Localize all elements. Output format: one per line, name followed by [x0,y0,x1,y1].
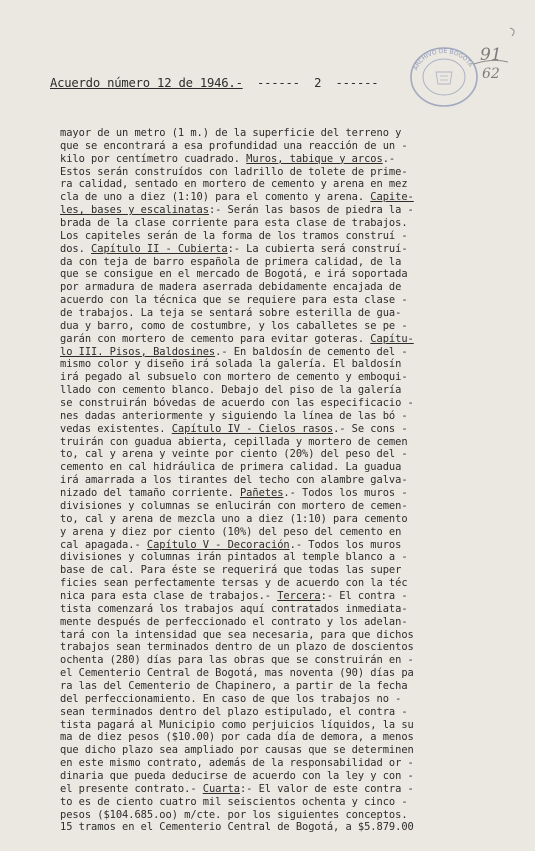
body-line [60,796,490,809]
body-line [60,153,490,166]
body-text: se construirán bóvedas de acuerdo con las especificacio - [60,397,414,410]
section-heading: Tercera [277,589,321,602]
section-heading: Capítulo IV - Cielos rasos [171,422,334,435]
body-text: brada de la clase corriente para esta clase de trabajos. [60,217,408,230]
body-line [60,487,490,500]
body-text: .- Todos los muros [289,538,402,551]
body-text: to, cal y arena y veinte por ciento (20%) del peso del - [60,448,408,461]
body-text: nes dadas anteriormente y siguiendo la línea de las bó - [60,409,408,422]
body-line [60,654,490,667]
svg-text:ARCHIVO DE BOGOTÁ [412,48,474,71]
document-title: Acuerdo número 12 de 1946.- [50,76,243,90]
body-text: truirán con guadua abierta, cepillada y mortero de cemen [60,435,408,448]
body-text: el presente contrato.- [60,782,203,795]
body-text: cla de uno a diez (1:10) para el comento y arena. [60,191,371,204]
body-text: .- Se cons - [333,422,408,435]
body-text: dinaria que pueda deducirse de acuerdo con la ley y con - [60,769,414,782]
section-heading: Capítulo V - Decoración [146,538,290,551]
body-line [60,731,490,744]
section-heading: Pañetes [239,487,284,500]
body-text: dua y barro, como de costumbre, y los caballetes se pe - [60,319,408,332]
body-line [60,693,490,706]
body-line [60,127,490,140]
body-text: mayor de un metro (1 m.) de la superficie del terreno y [60,127,402,139]
body-line [60,371,490,384]
body-text: mente después de perfeccionado el contrato y los adelan- [60,615,408,628]
section-heading: Cuarta [202,782,240,795]
body-text: to, cal y arena de mezcla uno a diez (1:10) para cemento [60,512,408,525]
body-text: divisiones y columnas se enlucirán con mortero de cemen- [60,499,408,512]
document-body [60,127,490,834]
page-number: 2 [314,76,322,90]
body-text: :- La cubierta será construí- [227,242,408,255]
body-line [60,256,490,269]
body-line [60,667,490,680]
body-text: del perfeccionamiento. En caso de que los trabajos no - [60,692,402,705]
body-text: cal apagada.- [60,538,147,551]
body-text: cemento en cal hidráulica de primera calidad. La guadua [60,461,402,474]
body-line [60,539,490,552]
body-line [60,770,490,783]
body-text: irá amarrada a los tirantes del techo con alambre galva- [60,474,408,487]
folio-number: 91 [480,45,502,65]
body-line [60,281,490,294]
body-text: sean terminados dentro del plazo estipulado, el contra - [60,705,408,718]
body-line [60,551,490,564]
body-line [60,448,490,461]
body-text: .- En baldosín de cemento del - [215,345,408,358]
body-line [60,140,490,153]
seal-lettering: ARCHIVO DE BOGOTÁ [412,47,474,72]
body-line [60,397,490,410]
body-text: por armadura de madera aserrada debidamente encajada de [60,281,402,294]
body-text: nica para esta clase de trabajos.- [60,589,278,602]
section-heading: Capite- [370,191,414,204]
body-line [60,217,490,230]
page-mark: 62 [482,66,500,82]
body-line [60,204,490,217]
body-line [60,783,490,796]
body-text: :- El contra - [320,589,408,602]
body-text: tará con la intensidad que sea necesaria, para que dichos [60,628,414,641]
body-text: to es de ciento cuatro mil seiscientos ochenta y cinco - [60,795,408,808]
body-text: de trabajos. La teja se sentará sobre esterilla de gua- [60,307,402,320]
body-line [60,809,490,822]
body-text: pesos ($104.685.oo) m/cte. por los siguientes conceptos. [60,808,408,821]
body-line [60,423,490,436]
body-text: ra las del Cementerio de Chapinero, a partir de la fecha [60,679,408,692]
section-heading: lo III. Pisos, Baldosines [60,345,216,358]
body-text: garán con mortero de cemento para evitar goteras. [60,332,371,345]
section-heading: les, bases y escalinatas [60,204,209,217]
body-text: base de cal. Para éste se requerirá que todas las super [60,564,402,577]
body-text: dos. [60,242,92,255]
section-heading: Capítu- [370,332,414,345]
body-text: tista pagará al Municipio como perjuicios líquidos, la su [60,718,414,731]
body-text: vedas existentes. [60,422,172,435]
body-text: Estos serán construídos con ladrillo de tolete de prime- [60,165,408,178]
body-line [60,616,490,629]
body-text: tista comenzará los trabajos aquí contratados inmediata- [60,602,408,615]
body-line [60,821,490,834]
body-text: que se encontrará a esa profundidad una reacción de un - [60,139,408,152]
body-line [60,294,490,307]
body-line [60,410,490,423]
body-line [60,629,490,642]
body-text: irá pegado al subsuelo con mortero de cemento y emboqui- [60,371,408,384]
body-line [60,641,490,654]
body-line [60,268,490,281]
body-line [60,307,490,320]
body-line [60,719,490,732]
body-line [60,230,490,243]
body-text: Los capiteles serán de la forma de los tramos construí - [60,229,408,242]
body-line [60,461,490,474]
body-line [60,744,490,757]
body-text: ma de diez pesos ($10.00) por cada día de demora, a menos [60,731,414,744]
body-text: divisiones y columnas irán pintados al temple blanco a - [60,551,408,564]
body-text: mismo color y diseño irá solada la galería. El baldosín [60,358,402,371]
body-line [60,680,490,693]
body-line [60,333,490,346]
body-text: kilo por centímetro cuadrado. [60,152,247,165]
pencil-folio-annotation [470,18,528,88]
body-text: .- Todos los muros - [283,487,408,500]
page-header [50,76,378,90]
body-text: :- Serán las basos de piedra la - [208,204,414,217]
section-heading: Muros, tabique y arcos [246,152,383,165]
body-text: llado con cemento blanco. Debajo del piso de la galería [60,384,402,397]
body-line [60,590,490,603]
section-heading: Capítulo II - Cubierta [91,242,228,255]
body-line [60,191,490,204]
body-text: y arena y diez por ciento (10%) del peso del cemento en [60,525,402,538]
body-text: que dicho plazo sea ampliado por causas que se determinen [60,744,414,757]
body-text: .- [382,152,396,165]
body-line [60,384,490,397]
body-line [60,577,490,590]
body-line [60,243,490,256]
body-line [60,166,490,179]
body-line [60,320,490,333]
body-line [60,513,490,526]
body-text: trabajos sean terminados dentro de un plazo de doscientos [60,641,414,654]
body-line [60,346,490,359]
body-line [60,757,490,770]
body-text: el Cementerio Central de Bogotá, mas noventa (90) días pa [60,667,414,680]
body-text: da con teja de barro española de primera calidad, de la [60,255,402,268]
body-line [60,178,490,191]
body-text: que se consigue en el mercado de Bogotá, e irá soportada [60,268,408,281]
body-text: nizado del tamaño corriente. [60,487,240,500]
header-dashes-right: ------ [335,76,379,90]
body-line [60,706,490,719]
body-line [60,603,490,616]
body-line [60,358,490,371]
body-text: :- El valor de este contra - [239,782,414,795]
body-text: en este mismo contrato, además de la responsabilidad or - [60,757,414,770]
body-line [60,564,490,577]
body-text: ochenta (280) días para las obras que se construirán en - [60,654,414,667]
body-text: acuerdo con la técnica que se requiere para esta clase - [60,294,408,307]
body-text: ficies sean perfectamente tersas y de acuerdo con la téc [60,577,408,590]
header-dashes-left: ------ [257,76,300,90]
body-text: 15 tramos en el Cementerio Central de Bogotá, a $5.879.00 [60,821,414,834]
body-line [60,436,490,449]
body-line [60,500,490,513]
body-line [60,474,490,487]
body-line [60,526,490,539]
body-text: ra calidad, sentado en mortero de cemento y arena en mez [60,178,408,191]
